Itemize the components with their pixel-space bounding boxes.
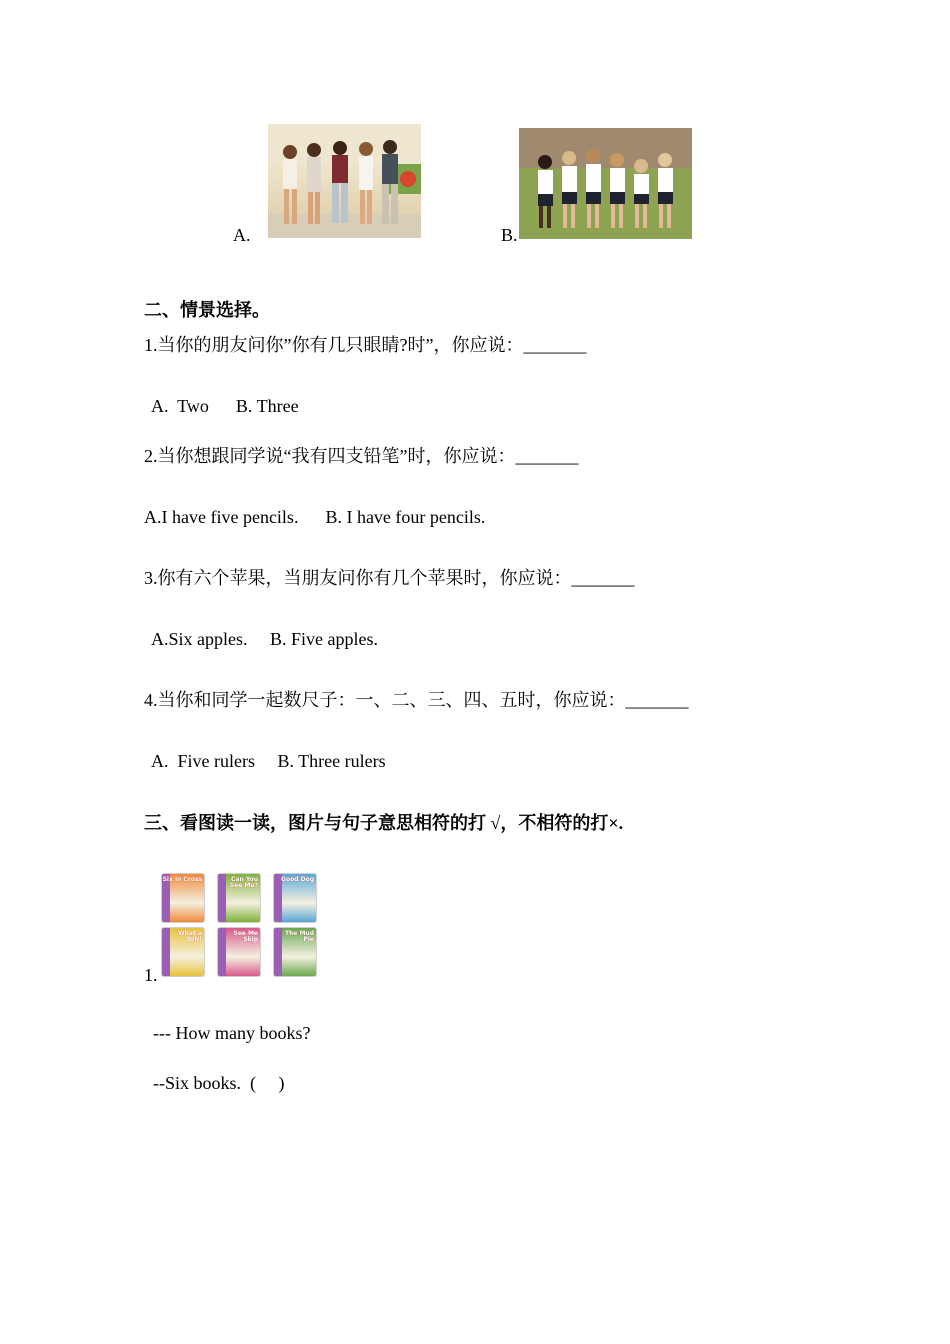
question-1-options: A. Two B. Three xyxy=(151,396,299,416)
book-title: Can You See Me? xyxy=(229,876,258,889)
question-2-prompt: 2.当你想跟同学说“我有四支铅笔”时，你应说：_______ xyxy=(144,446,579,466)
option-a-label: A. xyxy=(233,225,251,245)
item-1-number: 1. xyxy=(144,965,158,985)
question-3-prompt: 3.你有六个苹果，当朋友问你有几个苹果时，你应说：_______ xyxy=(144,568,635,588)
book-cover xyxy=(162,928,204,976)
book-title: The Mud Pie xyxy=(284,930,314,943)
book-cover xyxy=(162,874,204,922)
item-1-question: --- How many books? xyxy=(153,1023,311,1043)
book-title: See Me Skip xyxy=(233,930,258,943)
section-2-heading: 二、情景选择。 xyxy=(144,300,270,320)
books-picture xyxy=(160,872,320,978)
book-cover xyxy=(218,928,260,976)
section-3-heading: 三、看图读一读，图片与句子意思相符的打 √，不相符的打×. xyxy=(144,813,624,833)
book-cover xyxy=(274,928,316,976)
question-2-options: A.I have five pencils. B. I have four pencils. xyxy=(144,507,486,527)
book-cover xyxy=(218,874,260,922)
photo-children-in-field xyxy=(519,128,692,239)
book-title: Six in Cross xyxy=(162,876,202,883)
photo-young-adults-walking xyxy=(268,124,421,238)
question-1-prompt: 1.当你的朋友问你”你有几只眼睛?时”，你应说：_______ xyxy=(144,335,587,355)
book-title: What a DIN! xyxy=(178,930,202,943)
option-b-label: B. xyxy=(501,225,518,245)
book-cover xyxy=(274,874,316,922)
item-1-answer: --Six books. ( ) xyxy=(153,1073,285,1093)
book-title: Good Dog xyxy=(281,876,314,883)
question-4-options: A. Five rulers B. Three rulers xyxy=(151,751,386,771)
question-3-options: A.Six apples. B. Five apples. xyxy=(151,629,378,649)
question-4-prompt: 4.当你和同学一起数尺子：一、二、三、四、五时，你应说：_______ xyxy=(144,690,689,710)
